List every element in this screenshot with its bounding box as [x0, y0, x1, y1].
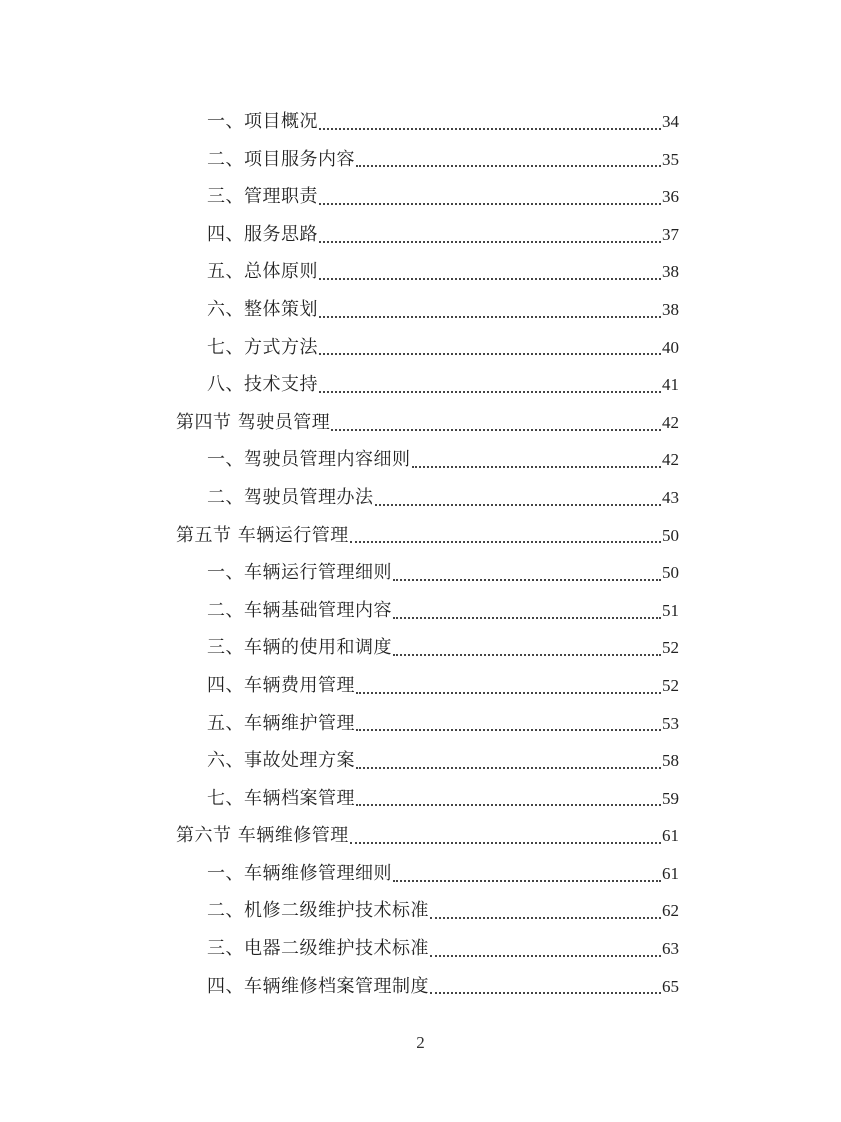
toc-entry-page: 52 — [662, 675, 679, 695]
toc-entry[interactable] — [0, 291, 841, 329]
toc-entry-page: 42 — [662, 412, 679, 432]
toc-entry-title: 二、车辆基础管理内容 — [207, 599, 392, 621]
toc-entry-page: 51 — [662, 600, 679, 620]
toc-entry-page: 38 — [662, 299, 679, 319]
toc-dot-leader — [356, 728, 661, 731]
toc-dot-leader — [350, 540, 661, 543]
toc-entry-page: 43 — [662, 487, 679, 507]
toc-section-entry[interactable] — [0, 817, 841, 855]
toc-dot-leader — [430, 954, 661, 957]
toc-entry[interactable] — [0, 930, 841, 968]
toc-dot-leader — [430, 916, 661, 919]
toc-entry[interactable] — [0, 329, 841, 367]
toc-entry[interactable] — [0, 892, 841, 930]
toc-entry-title: 三、电器二级维护技术标准 — [207, 938, 429, 960]
toc-entry[interactable] — [0, 178, 841, 216]
toc-entry[interactable] — [0, 592, 841, 630]
toc-dot-leader — [356, 766, 661, 769]
toc-entry[interactable] — [0, 667, 841, 705]
toc-entry-title: 第四节 驾驶员管理 — [176, 411, 331, 433]
toc-entry-title: 一、车辆维修管理细则 — [207, 862, 392, 884]
toc-entry[interactable] — [0, 216, 841, 254]
toc-entry-page: 35 — [662, 149, 679, 169]
toc-entry-page: 59 — [662, 788, 679, 808]
toc-entry-title: 四、车辆费用管理 — [207, 674, 355, 696]
toc-entry-page: 65 — [662, 976, 679, 996]
toc-dot-leader — [393, 879, 661, 882]
toc-entry-title: 一、驾驶员管理内容细则 — [207, 449, 411, 471]
toc-entry-title: 五、车辆维护管理 — [207, 712, 355, 734]
toc-entry-title: 二、机修二级维护技术标准 — [207, 900, 429, 922]
toc-entry-page: 58 — [662, 751, 679, 771]
toc-entry-page: 61 — [662, 826, 679, 846]
toc-entry-title: 七、车辆档案管理 — [207, 787, 355, 809]
toc-dot-leader — [356, 164, 661, 167]
toc-entry-page: 50 — [662, 525, 679, 545]
toc-dot-leader — [393, 578, 661, 581]
toc-dot-leader — [319, 127, 661, 130]
toc-dot-leader — [331, 428, 661, 431]
toc-dot-leader — [319, 390, 661, 393]
toc-entry-title: 五、总体原则 — [207, 261, 318, 283]
toc-entry-title: 七、方式方法 — [207, 336, 318, 358]
toc-entry[interactable] — [0, 554, 841, 592]
toc-entry[interactable] — [0, 479, 841, 517]
toc-dot-leader — [319, 277, 661, 280]
toc-dot-leader — [356, 691, 661, 694]
toc-entry-title: 八、技术支持 — [207, 374, 318, 396]
toc-dot-leader — [319, 240, 661, 243]
toc-dot-leader — [319, 315, 661, 318]
toc-dot-leader — [350, 841, 661, 844]
toc-entry[interactable] — [0, 780, 841, 818]
toc-dot-leader — [430, 991, 661, 994]
toc-entry-title: 一、车辆运行管理细则 — [207, 562, 392, 584]
toc-entry[interactable] — [0, 742, 841, 780]
toc-dot-leader — [393, 616, 661, 619]
toc-entry-title: 二、项目服务内容 — [207, 148, 355, 170]
toc-entry[interactable] — [0, 141, 841, 179]
toc-entry-title: 三、管理职责 — [207, 186, 318, 208]
toc-entry[interactable] — [0, 366, 841, 404]
toc-entry[interactable] — [0, 968, 841, 1006]
toc-entry-page: 63 — [662, 939, 679, 959]
toc-entry-title: 一、项目概况 — [207, 111, 318, 132]
toc-entry-page: 52 — [662, 638, 679, 658]
toc-entry-page: 40 — [662, 337, 679, 357]
toc-section-entry[interactable] — [0, 517, 841, 555]
toc-dot-leader — [319, 202, 661, 205]
toc-dot-leader — [375, 503, 662, 506]
toc-entry[interactable] — [0, 855, 841, 893]
toc-entry-page: 38 — [662, 262, 679, 282]
toc-entry-page: 34 — [662, 112, 679, 131]
toc-entry-title: 二、驾驶员管理办法 — [207, 486, 374, 508]
toc-entry[interactable] — [0, 103, 841, 141]
toc-dot-leader — [412, 465, 662, 468]
toc-entry-page: 41 — [662, 375, 679, 395]
page-number: 2 — [416, 1033, 425, 1052]
toc-entry-page: 61 — [662, 863, 679, 883]
toc-entry-page: 50 — [662, 563, 679, 583]
toc-entry[interactable] — [0, 705, 841, 743]
toc-section-entry[interactable] — [0, 404, 841, 442]
toc-entry-page: 36 — [662, 187, 679, 207]
toc-dot-leader — [319, 352, 661, 355]
toc-entry-page: 42 — [662, 450, 679, 470]
toc-entry-title: 第六节 车辆维修管理 — [176, 825, 349, 847]
toc-entry-page: 37 — [662, 224, 679, 244]
toc-entry[interactable] — [0, 629, 841, 667]
toc-entry-title: 第五节 车辆运行管理 — [176, 524, 349, 546]
toc-entry-page: 53 — [662, 713, 679, 733]
toc-dot-leader — [356, 803, 661, 806]
toc-entry[interactable] — [0, 441, 841, 479]
table-of-contents — [0, 103, 841, 1005]
toc-entry-title: 六、事故处理方案 — [207, 750, 355, 772]
toc-entry-title: 六、整体策划 — [207, 298, 318, 320]
toc-entry-title: 三、车辆的使用和调度 — [207, 637, 392, 659]
toc-entry-title: 四、服务思路 — [207, 223, 318, 245]
toc-dot-leader — [393, 653, 661, 656]
toc-entry[interactable] — [0, 253, 841, 291]
toc-entry-page: 62 — [662, 901, 679, 921]
toc-entry-title: 四、车辆维修档案管理制度 — [207, 975, 429, 997]
